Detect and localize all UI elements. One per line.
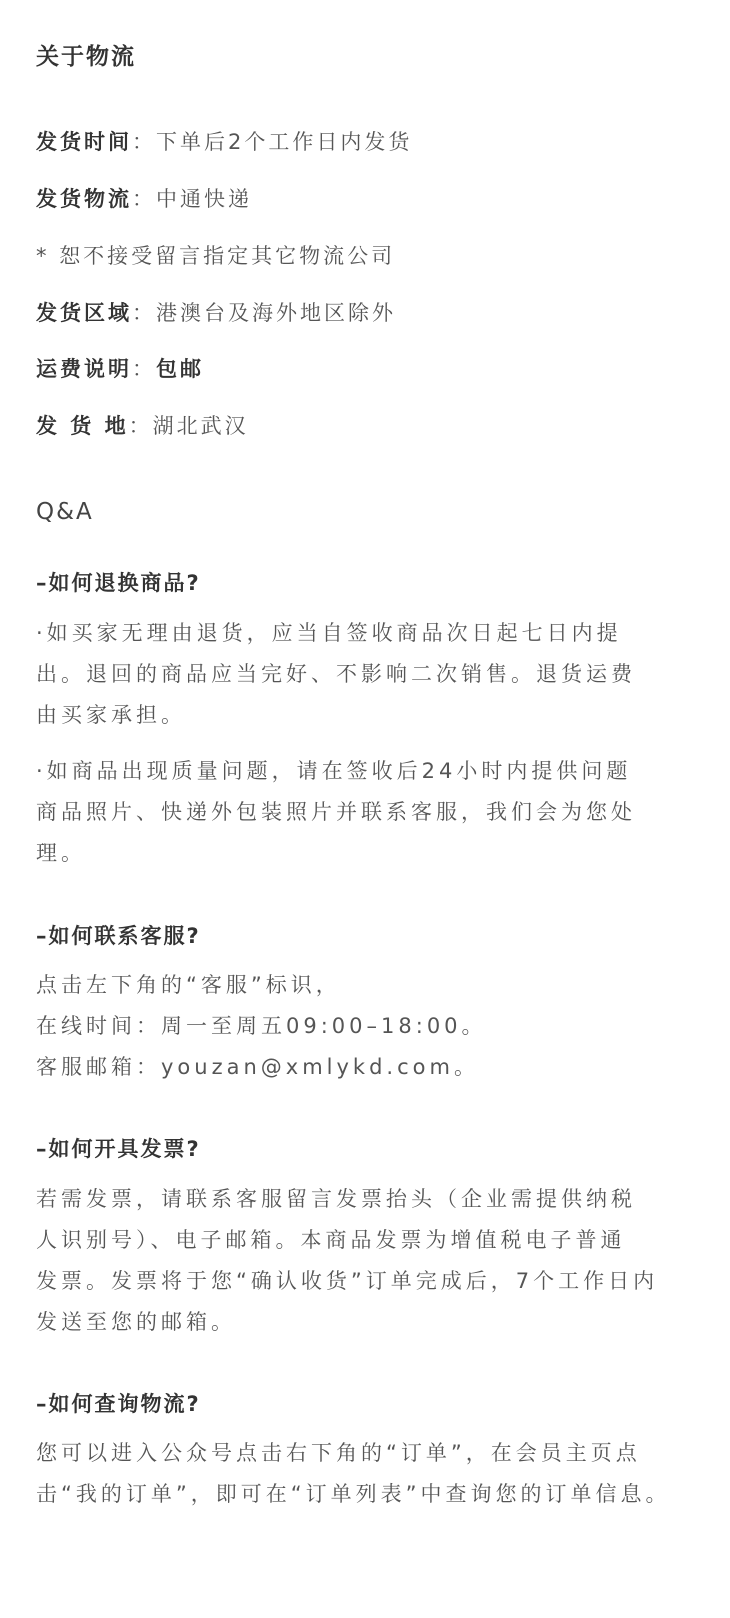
qa-answer-line: 人识别号）、电子邮箱。本商品发票为增值税电子普通 [36,1228,626,1252]
shipping-fee-row [36,353,204,383]
qa-question-invoice: –如何开具发票? [36,1137,201,1161]
qa-answer-line: 点击左下角的“客服”标识， [36,973,341,997]
shipping-fee-value: 包邮 [156,357,204,381]
shipping-carrier-row [36,183,252,213]
qa-answer-line: ·如买家无理由退货，应当自签收商品次日起七日内提 [36,621,622,645]
qa-answer-line: 击“我的订单”，即可在“订单列表”中查询您的订单信息。 [36,1482,671,1506]
shipping-time-row [36,126,412,156]
shipping-carrier-label: 发货物流 [36,187,132,211]
qa-answer-line: 出。退回的商品应当完好、不影响二次销售。退货运费 [36,662,636,686]
shipping-time-label: 发货时间 [36,130,132,154]
qa-answer-line: 客服邮箱：youzan@xmlykd.com。 [36,1055,479,1079]
qa-answer-line: 若需发票，请联系客服留言发票抬头（企业需提供纳税 [36,1187,636,1211]
qa-answer-line: 商品照片、快递外包装照片并联系客服，我们会为您处 [36,800,636,824]
shipping-region-sep: ： [132,301,156,325]
qa-title: Q&A [36,499,94,525]
ship-from-sep: ： [128,414,153,438]
qa-answer-line: 发送至您的邮箱。 [36,1310,236,1334]
shipping-region-label: 发货区域 [36,301,132,325]
qa-answer-line: 由买家承担。 [36,703,186,727]
shipping-region-row [36,297,396,327]
ship-from-label: 发 货 地 [36,414,129,438]
ship-from-row [36,410,249,440]
carrier-note: * 恕不接受留言指定其它物流公司 [36,244,396,268]
shipping-carrier-sep: ： [132,187,156,211]
qa-answer-line: 发票。发票将于您“确认收货”订单完成后，7个工作日内 [36,1269,659,1293]
qa-question-contact: –如何联系客服? [36,924,201,948]
logistics-title: 关于物流 [36,44,136,70]
shipping-region-value: 港澳台及海外地区除外 [156,301,396,325]
qa-answer-line: 在线时间：周一至周五09:00–18:00。 [36,1014,487,1038]
shipping-fee-sep: ： [132,357,156,381]
shipping-time-value: 下单后2个工作日内发货 [156,130,413,154]
qa-question-tracking: –如何查询物流? [36,1392,201,1416]
qa-answer-line: 您可以进入公众号点击右下角的“订单”，在会员主页点 [36,1441,641,1465]
ship-from-value: 湖北武汉 [152,414,249,438]
qa-question-returns: –如何退换商品? [36,571,201,595]
shipping-carrier-value: 中通快递 [156,187,252,211]
qa-answer-line: ·如商品出现质量问题，请在签收后24小时内提供问题 [36,759,632,783]
shipping-fee-label: 运费说明 [36,357,132,381]
shipping-time-sep: ： [132,130,156,154]
qa-answer-line: 理。 [36,841,86,865]
